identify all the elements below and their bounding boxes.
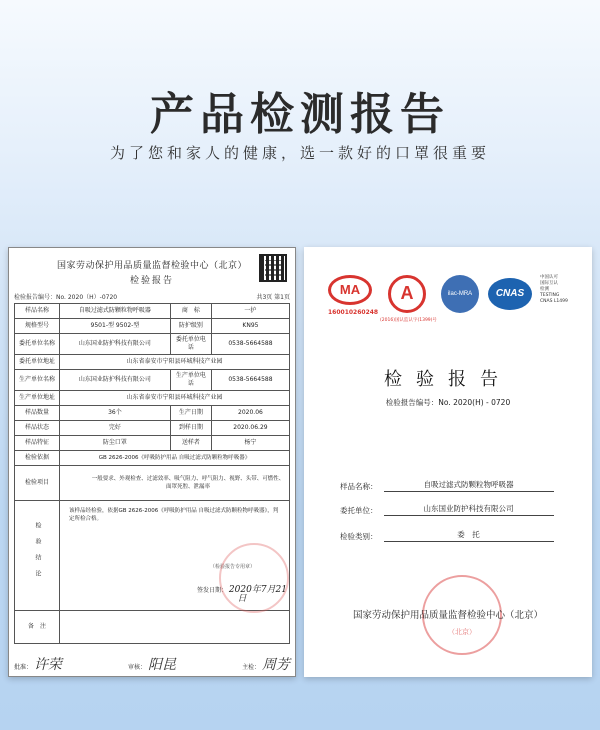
issue-date-value: 2020年7月21日 (228, 585, 288, 604)
cnas-line: 检测 (540, 287, 549, 292)
cell-value: 2020.06.29 (211, 421, 289, 436)
seal-note: （检验报告专用章） (210, 564, 256, 570)
red-stamp-icon (219, 543, 289, 613)
review-label: 审核： (128, 664, 147, 671)
main-test-signature (242, 654, 290, 674)
conclusion-text: 该样品经检验，依据GB 2626-2006《呼吸防护用品 自吸过滤式防颗粒物呼吸器》，判定所检合格。 (69, 508, 279, 522)
approve-sig: 许荣 (33, 657, 62, 673)
cell-label: 检验依据 (15, 451, 60, 466)
cell-label: 规格型号 (15, 319, 60, 334)
cnas-line: 国际互认 (540, 281, 558, 286)
cell-value: 0538-5664588 (211, 334, 289, 355)
report-number: 检验报告编号：No. 2020（H）-0720 (14, 294, 118, 301)
cover-client-field (340, 503, 554, 516)
cal-number: (2016)国认监认字(1399)号 (380, 318, 437, 323)
cell-label: 备 注 (15, 611, 60, 644)
cell-value: 0538-5664588 (211, 370, 289, 391)
category-value: 委 托 (384, 529, 554, 542)
remark-cell (60, 611, 290, 644)
cell-value: 一护 (211, 304, 289, 319)
cell-label: 到样日期 (170, 421, 211, 436)
cell-label: 委托单位地址 (15, 355, 60, 370)
cell-label: 样品状态 (15, 421, 60, 436)
cell-label: 商 标 (170, 304, 211, 319)
cell-value: 山东国业防护科技有限公司 (60, 370, 171, 391)
cell-label: 生产单位电话 (170, 370, 211, 391)
cell-label: 样品特征 (15, 436, 60, 451)
page-title: 产品检测报告 (150, 89, 450, 140)
cell-value: 9501-型 9502-型 (60, 319, 171, 334)
report-label: 检验报告 (129, 276, 174, 286)
cover-report-number: 检验报告编号：No. 2020(H) - 0720 (385, 398, 511, 407)
cell-label: 生产单位名称 (15, 370, 60, 391)
cover-category-field (340, 529, 554, 542)
cell-label: 样品数量 (15, 406, 60, 421)
page-subtitle: 为了您和家人的健康，选一款好的口罩很重要 (109, 144, 490, 162)
cover-title: 检验报告 (384, 369, 512, 390)
ilac-logo-icon: ilac-MRA (441, 275, 479, 313)
report-org-name: 国家劳动保护用品质量监督检验中心（北京） (56, 261, 247, 271)
cell-value: 2020.06 (211, 406, 289, 421)
cell-value: 防尘口罩 (60, 436, 171, 451)
qr-code-icon (259, 254, 287, 282)
cell-value: 山东省泰安市宁阳县环城科技产业园 (60, 355, 290, 370)
review-signature (128, 654, 176, 674)
cell-label: 防护级别 (170, 319, 211, 334)
category-label: 检验类别： (340, 532, 378, 541)
sample-label: 样品名称： (340, 482, 378, 491)
cell-label: 送样者 (170, 436, 211, 451)
cnas-line: 中国认可 (540, 275, 558, 280)
cell-value: 一般要求、外观检查、过滤效率、吸气阻力、呼气阻力、视野、头带、可燃性、面罩死腔、泄漏率 (60, 466, 290, 501)
cell-label: 样品名称 (15, 304, 60, 319)
cell-value: 山东国业防护科技有限公司 (60, 334, 171, 355)
page-number: 共3页 第1页 (256, 294, 290, 301)
cover-sample-field (340, 479, 554, 492)
cell-value: 自吸过滤式防颗粒物呼吸器 (60, 304, 171, 319)
certification-logos (328, 275, 568, 325)
client-label: 委托单位： (340, 506, 378, 515)
conclusion-label: 检验结论 (34, 522, 41, 586)
cover-org-name: 国家劳动保护用品质量监督检验中心（北京） (352, 610, 543, 621)
cnas-text (540, 275, 568, 305)
test-report-cover (304, 247, 592, 677)
client-value: 山东国业防护科技有限公司 (384, 503, 554, 516)
cma-number: 160010260248 (328, 309, 379, 316)
cell-label: 生产单位地址 (15, 391, 60, 406)
signature-row (14, 654, 290, 674)
approve-label: 批准： (14, 664, 33, 671)
cell-label: 生产日期 (170, 406, 211, 421)
main-test-sig: 周芳 (262, 657, 290, 673)
cell-label: 检验项目 (15, 466, 60, 501)
test-report-page-1 (8, 247, 296, 677)
cell-label: 委托单位名称 (15, 334, 60, 355)
issue-date-label: 签发日期： (196, 587, 227, 594)
cell-label (15, 501, 60, 611)
cell-value: 杨宁 (211, 436, 289, 451)
cnas-line: TESTING (540, 293, 560, 298)
stamp-text: （北京） (448, 628, 476, 636)
main-test-label: 主检： (242, 664, 261, 671)
cnas-line: CNAS L1499 (540, 299, 568, 304)
cnas-logo-icon: CNAS (488, 278, 532, 310)
cell-value: GB 2626-2006《呼吸防护用品 自吸过滤式防颗粒物呼吸器》 (60, 451, 290, 466)
sample-value: 自吸过滤式防颗粒物呼吸器 (384, 479, 554, 492)
approve-signature (14, 654, 62, 674)
cell-value: 36个 (60, 406, 171, 421)
cell-value: KN95 (211, 319, 289, 334)
cell-value: 完好 (60, 421, 171, 436)
cma-logo-icon: MA (328, 275, 372, 305)
cal-logo-icon: A (388, 275, 426, 313)
review-sig: 阳昆 (147, 657, 176, 673)
cell-label: 委托单位电话 (170, 334, 211, 355)
cell-value: 山东省泰安市宁阳县环城科技产业园 (60, 391, 290, 406)
